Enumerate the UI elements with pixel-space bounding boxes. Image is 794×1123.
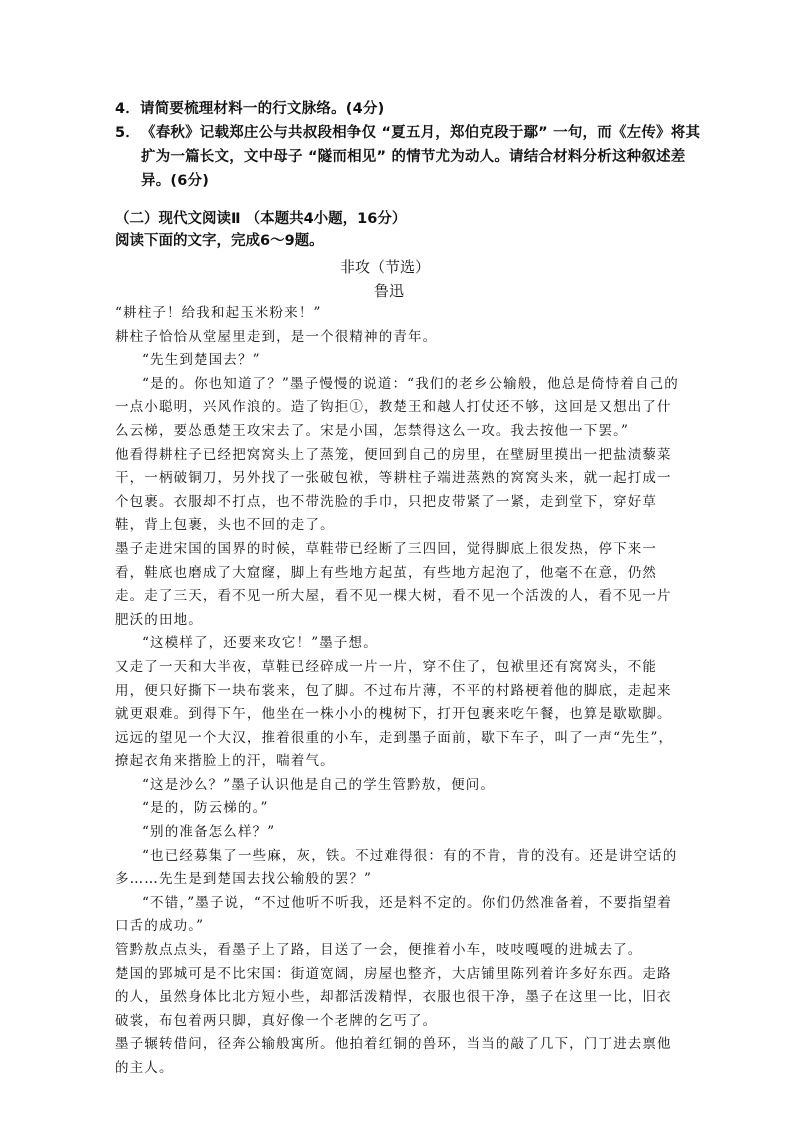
- article-body: [115, 302, 685, 1081]
- section-instruction: 阅读下面的文字，完成6～9题。: [115, 233, 324, 249]
- article-paragraph: 耕柱子恰恰从堂屋里走到，是一个很精神的青年。: [115, 328, 438, 345]
- article-paragraph: “别的准备怎么样？”: [142, 824, 276, 841]
- article-paragraph: “不错，”墨子说，“不过他听不听我，还是料不定的。你们仍然准备着，不要指望着口舌的成功。”: [115, 894, 673, 935]
- question-5-text: 《春秋》记载郑庄公与共叔段相争仅 “夏五月，郑伯克段于鄢” 一句，而《左传》将其扩为一篇长文，文中母子 “隧而相见” 的情节尤为动人。请结合材料分析这种叙述差异。(6分): [141, 125, 701, 189]
- question-4: 4．请简要梳理材料一的行文脉络。(4分): [115, 101, 385, 117]
- article-paragraph: 他看得耕柱子已经把窝窝头上了蒸笼，便回到自己的房里，在壁厨里摸出一把盐渍藜菜干，一柄破铜刀，另外找了一张破包袱，等耕柱子端进蒸熟的窝窝头来，就一起打成一个包裹。衣服却不打点，也不带洗脸的手巾，只把皮带紧了一紧，走到堂下，穿好草鞋，背上包裹，头也不回的走了。: [115, 446, 672, 534]
- article-paragraph: “这是沙么？”墨子认识他是自己的学生管黔敖，便问。: [142, 776, 496, 793]
- article-paragraph: 墨子辗转借问，径奔公输般寓所。他拍着红铜的兽环，当当的敲了几下，门丁进去禀他的主人。: [115, 1036, 672, 1076]
- article-author: 鲁迅: [373, 282, 404, 300]
- question-5-number: 5．: [115, 125, 140, 141]
- section-title: （二）现代文阅读Ⅱ （本题共4小题，16分）: [115, 211, 407, 227]
- article-title: 非攻（节选）: [339, 258, 430, 276]
- article-paragraph: 楚国的郢城可是不比宋国：街道宽阔，房屋也整齐，大店铺里陈列着许多好东西。走路的人，虽然身体比北方短小些，却都活泼精悍，衣服也很干净，墨子在这里一比，旧衣破裳，布包着两只脚，真好像一个老牌的乞丐了。: [115, 965, 672, 1029]
- article-paragraph: 又走了一天和大半夜，草鞋已经碎成一片一片，穿不住了，包袱里还有窝窝头，不能用，便只好撕下一块布裳来，包了脚。不过布片薄，不平的村路梗着他的脚底，走起来就更艰难。到得下午，他坐在一株小小的槐树下，打开包裹来吃午餐，也算是歇歇脚。远远的望见一个大汉，推着很重的小车，走到墨子面前，歇下车子，叫了一声“先生”，撩起衣角来揩脸上的汗，喘着气。: [115, 658, 674, 770]
- article-paragraph: 管黔敖点点头，看墨子上了路，目送了一会，便推着小车，吱吱嘎嘎的进城去了。: [115, 942, 643, 959]
- article-paragraph: “耕柱子！给我和起玉米粉来！”: [115, 305, 322, 321]
- article-paragraph: “是的。你也知道了？”墨子慢慢的说道：“我们的老乡公输般，他总是倚恃着自己的一点小聪明，兴风作浪的。造了钩拒①，教楚王和越人打仗还不够，这回是又想出了什么云梯，要怂恿楚王攻宋去了。宋是小国，怎禁得这么一攻。我去按他一下罢。”: [115, 375, 679, 439]
- article-paragraph: “这模样了，还要来攻它！”墨子想。: [142, 635, 378, 652]
- article-paragraph: “先生到楚国去？”: [142, 352, 261, 369]
- article-paragraph: 墨子走进宋国的国界的时候，草鞋带已经断了三四回，觉得脚底上很发热，停下来一看，鞋底也磨成了大窟窿，脚上有些地方起茧，有些地方起泡了，他毫不在意，仍然走。走了三天，看不见一所大屋，看不见一棵大树，看不见一个活泼的人，看不见一片肥沃的田地。: [115, 540, 672, 628]
- article-paragraph: “是的，防云梯的。”: [142, 800, 269, 817]
- article-paragraph: “也已经募集了一些麻，灰，铁。不过难得很：有的不肯，肯的没有。还是讲空话的多……先生是到楚国去找公输般的罢？”: [115, 847, 678, 888]
